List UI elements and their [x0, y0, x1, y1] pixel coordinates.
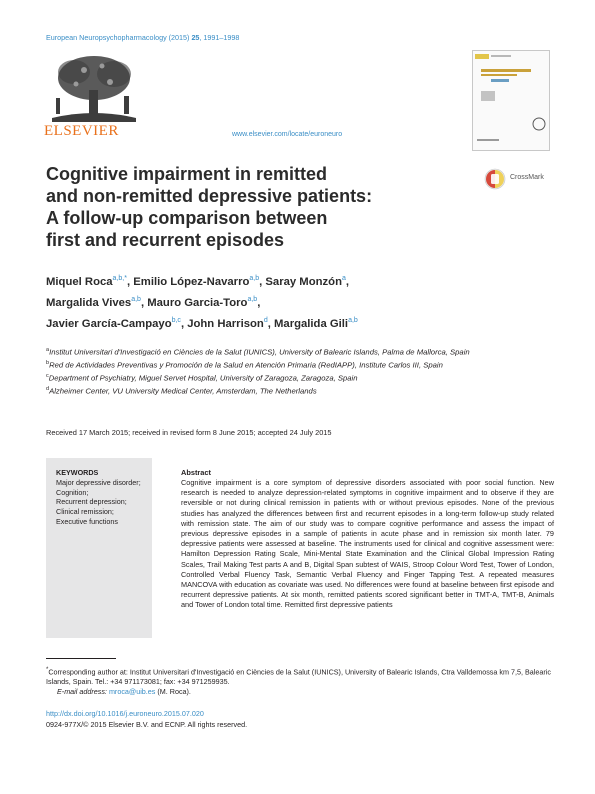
keyword-item: Recurrent depression; — [56, 497, 127, 507]
author-name[interactable]: Margalida Vives — [46, 296, 132, 309]
email-suffix: (M. Roca). — [155, 687, 191, 697]
author-name[interactable]: Mauro Garcia-Toro — [147, 296, 248, 309]
email-link[interactable]: mroca@uib.es — [108, 687, 156, 697]
affiliation-text: Alzheimer Center, VU University Medical Center, Amsterdam, The Netherlands — [49, 386, 317, 396]
affiliation-marker: b — [46, 360, 50, 367]
journal-url-link[interactable]: www.elsevier.com/locate/euroneuro — [232, 131, 343, 138]
keyword-item: Executive functions — [56, 516, 118, 526]
keywords-list — [56, 478, 148, 527]
copyright-line: 0924-977X/© 2015 Elsevier B.V. and ECNP. All rights reserved. — [46, 720, 248, 729]
footnote-text: Corresponding author at: Institut Universitari d'Investigació en Ciències de la Salut (IUNICS), University of Balearic Islands, Ctra Valldemossa km 7,5, Balearic Islands, Spain. Tel.: +34 971173081; fax: +34 971259935. — [46, 667, 551, 687]
title-line: first and recurrent episodes — [46, 230, 285, 250]
affiliation-marker: c — [46, 373, 49, 380]
affiliation — [46, 345, 556, 358]
footnote-marker: * — [46, 667, 49, 673]
author-affil-marker: a — [341, 275, 346, 282]
corresponding-author-footnote — [46, 665, 556, 697]
keyword-item: Cognition; — [56, 487, 89, 497]
affiliation-marker: a — [46, 347, 50, 353]
affiliation-marker: d — [46, 386, 50, 393]
affiliations — [46, 345, 556, 397]
email-label: E-mail address: — [57, 687, 109, 697]
email-line — [46, 687, 556, 697]
footnote-divider — [46, 658, 116, 659]
keywords-heading: KEYWORDS — [56, 468, 99, 477]
journal-citation — [46, 33, 239, 42]
journal-cover-thumbnail — [472, 50, 550, 151]
affiliation — [46, 384, 556, 397]
crossmark-label: CrossMark — [510, 174, 544, 181]
author-list: Miquel Roca$^{a,b,*}$, Emilio López-Navarro$^{a,b}$, Saray Monzón$^a$, Margalida Vives$^{a,b}$, Mauro Garcia-Toro$^{a,b}$, Javier García-Campayo$^{b,c}$, John Harrison$^d$, Margalida Gili$^{a,b}$ — [46, 275, 358, 330]
title-line: Cognitive impairment in remitted — [46, 164, 328, 184]
affiliation — [46, 371, 556, 384]
keywords-box — [46, 458, 152, 638]
author-name[interactable]: Javier García-Campayo — [46, 317, 172, 330]
affiliation-text: Institut Universitari d'Investigació en Ciències de la Salut (IUNICS), University of Balearic Islands, Palma de Mallorca, Spain — [49, 347, 470, 357]
keyword-item: Clinical remission; — [56, 507, 114, 517]
doi-link[interactable]: http://dx.doi.org/10.1016/j.euroneuro.2015.07.020 — [46, 709, 204, 718]
article-history-dates: Received 17 March 2015; received in revised form 8 June 2015; accepted 24 July 2015 — [46, 428, 332, 437]
journal-name: European Neuropsychopharmacology (2015) — [46, 33, 192, 42]
author-name[interactable]: Margalida Gili — [274, 317, 349, 330]
title-line: and non-remitted depressive patients: — [46, 186, 373, 206]
affiliation-text: Department of Psychiatry, Miguel Servet Hospital, University of Zaragoza, Zaragoza, Spain — [48, 373, 358, 383]
elsevier-wordmark: ELSEVIER — [44, 123, 119, 139]
author-affil-marker: a,b — [131, 295, 141, 303]
keyword-item: Major depressive disorder; — [56, 478, 141, 487]
crossmark-icon — [484, 168, 506, 190]
article-title — [46, 163, 436, 251]
author-affil-marker: b,c — [171, 316, 181, 324]
affiliation — [46, 358, 556, 371]
journal-volume: 25 — [191, 33, 200, 42]
author-name[interactable]: Saray Monzón — [265, 275, 342, 288]
author-affil-marker: a,b,* — [112, 275, 127, 282]
author-affil-marker: a,b — [249, 275, 260, 282]
abstract-text: Cognitive impairment is a core symptom of depressive disorders associated with poor social function. New research is needed to analyze depression-related symptoms in cognitive impairment and to observe if they are reversible or not during clinical remission in patients with or without previous episodes. None of the previous studies has analyzed the differences between first and recurrent episodes in a long-term follow-up study related with remission state. The aim of our study was to compare cognitive performance and assess the impact of previous depressive episodes in a sample of patients in acute phase and in remission six month later. 79 depressive patients were assessed at baseline. The instruments used for clinical and cognitive assessment were: Hamilton Depression Rating Scale, Mini-Mental State Examination and the Clinical Global Impression Rating Scales, Trail Making Test parts A and B, Digital Span subtest of WAIS, Stroop Colour Word Test, Tower of London, Controlled Verbal Fluency Task, Semantic Verbal Fluency and Finger Tapping Test. A repeated measures MANCOVA with education as covariate was used. No differences were found at baseline between first episode and recurrent depressive patients. At six month, remitted patients scored significant better in TMT-A, TMT-B, Animals and Tower of London total time. Remitted first depressive patients — [181, 478, 554, 610]
author-name[interactable]: Miquel Roca — [46, 275, 113, 288]
footnote-text-line — [46, 665, 556, 687]
title-line: A follow-up comparison between — [46, 208, 328, 228]
abstract-heading: Abstract — [181, 468, 211, 477]
author-affil-marker: d — [263, 316, 268, 324]
crossmark-badge[interactable] — [484, 168, 570, 190]
author-affil-marker: a,b — [348, 316, 358, 324]
journal-pages: , 1991–1998 — [199, 33, 240, 42]
author-affil-marker: a,b — [247, 295, 258, 303]
affiliation-text: Red de Actividades Preventivas y Promoción de la Salud en Atención Primaria (RedIAPP), Institute Carlos III, Spain — [49, 360, 443, 370]
author-name[interactable]: John Harrison — [187, 317, 264, 330]
author-name[interactable]: Emilio López-Navarro — [133, 275, 250, 288]
